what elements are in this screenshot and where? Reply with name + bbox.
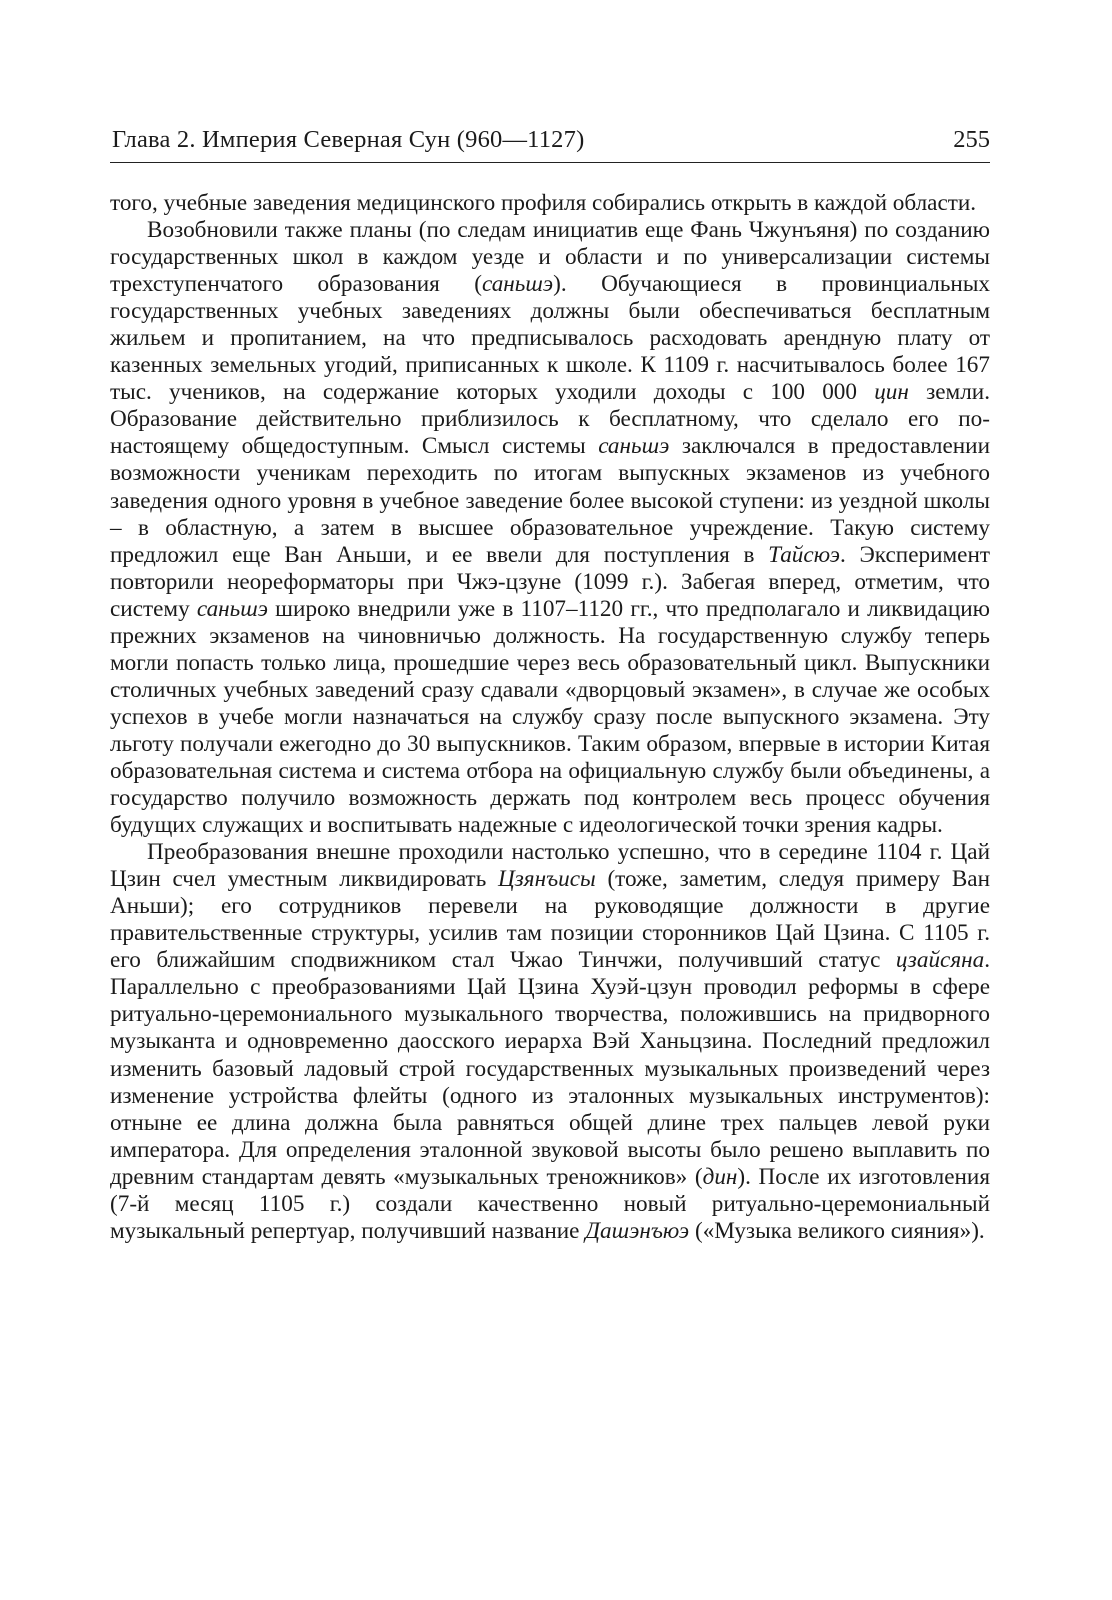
text-run: земли. Образование действительно приблизилось к бесплатному, что сделало его по-настоящему общедоступным. Смысл системы xyxy=(110,379,990,460)
italic-term: дин xyxy=(702,1163,738,1190)
italic-term: саньшэ xyxy=(598,433,670,460)
running-title: Глава 2. Империя Северная Сун (960—1127) xyxy=(112,126,585,153)
text-run: . Параллельно с преобразованиями Цай Цзина Хуэй-цзун проводил реформы в сфере ритуально-церемониального музыкального творчества, положившись на придворного музыканта и одновременно даосского иерарха Вэй Ханьцзина. Последний предложил изменить базовый ладовый строй государственных музыкальных произведений через изменение устройства флейты (одного из эталонных музыкальных инструментов): отныне ее длина должна была равняться общей длине трех пальцев левой руки императора. Для определения эталонной звуковой высоты было решено выплавить по древним стандартам девять «музыкальных треножников» ( xyxy=(110,947,990,1190)
page-number: 255 xyxy=(953,126,990,153)
italic-term: Дашэнъюэ xyxy=(585,1217,690,1244)
italic-term: Тайсюэ xyxy=(768,541,840,568)
running-head xyxy=(110,124,990,163)
body-text xyxy=(110,190,990,1245)
italic-term: цзайсяна xyxy=(895,947,985,974)
text-run: заключался в предоставлении возможности ученикам переходить по итогам выпускных экзаменов из учебного заведения одного уровня в учебное заведение более высокой ступени: из уездной школы – в областную, а затем в высшее образовательное учреждение. Такую систему предложил еще Ван Аньши, и ее ввели для поступления в xyxy=(110,433,990,568)
paragraph xyxy=(110,190,990,217)
italic-term: цин xyxy=(874,379,909,406)
text-run: Преобразования внешне проходили настолько успешно, что в середине 1104 г. Цай Цзин счел уместным ликвидировать xyxy=(110,839,990,893)
text-run: ). После их изготовления (7-й месяц 1105 г.) создали качественно новый ритуально-церемониальный музыкальный репертуар, получивший название xyxy=(110,1163,990,1244)
text-run: того, учебные заведения медицинского профиля собирались открыть в каждой области. xyxy=(110,190,977,216)
paragraph xyxy=(110,839,990,1245)
text-run: Возобновили также планы (по следам инициатив еще Фань Чжунъяня) по созданию государственных школ в каждом уезде и области и по универсализации системы трехступенчатого образования ( xyxy=(110,217,990,298)
text-run: (тоже, заметим, следуя примеру Ван Аньши); его сотрудников перевели на руководящие должности в другие правительственные структуры, усилив там позиции сторонников Цай Цзина. С 1105 г. его ближайшим сподвижником стал Чжао Тинчжи, получивший статус xyxy=(110,866,990,974)
italic-term: саньшэ xyxy=(482,271,554,298)
paragraph xyxy=(110,217,990,839)
text-run: . Эксперимент повторили неореформаторы при Чжэ-цзуне (1099 г.). Забегая вперед, отметим, что систему xyxy=(110,541,990,622)
text-run: («Музыка великого сияния»). xyxy=(689,1217,985,1244)
italic-term: Цзянъисы xyxy=(498,866,596,893)
italic-term: саньшэ xyxy=(196,595,268,622)
text-run: широко внедрили уже в 1107–1120 гг., что предполагало и ликвидацию прежних экзаменов на чиновничью должность. На государственную службу теперь могли попасть только лица, прошедшие через весь образовательный цикл. Выпускники столичных учебных заведений сразу сдавали «дворцовый экзамен», в случае же особых успехов в учебе могли назначаться на службу сразу после выпускного экзамена. Эту льготу получали ежегодно до 30 выпускников. Таким образом, впервые в истории Китая образовательная система и система отбора на официальную службу были объединены, а государство получило возможность держать под контролем весь процесс обучения будущих служащих и воспитывать надежные с идеологической точки зрения кадры. xyxy=(110,595,990,839)
text-run: ). Обучающиеся в провинциальных государственных учебных заведениях должны были обеспечиваться бесплатным жильем и пропитанием, на что предписывалось расходовать арендную плату от казенных земельных угодий, приписанных к школе. К 1109 г. насчитывалось более 167 тыс. учеников, на содержание которых уходили доходы с 100 000 xyxy=(110,271,990,406)
